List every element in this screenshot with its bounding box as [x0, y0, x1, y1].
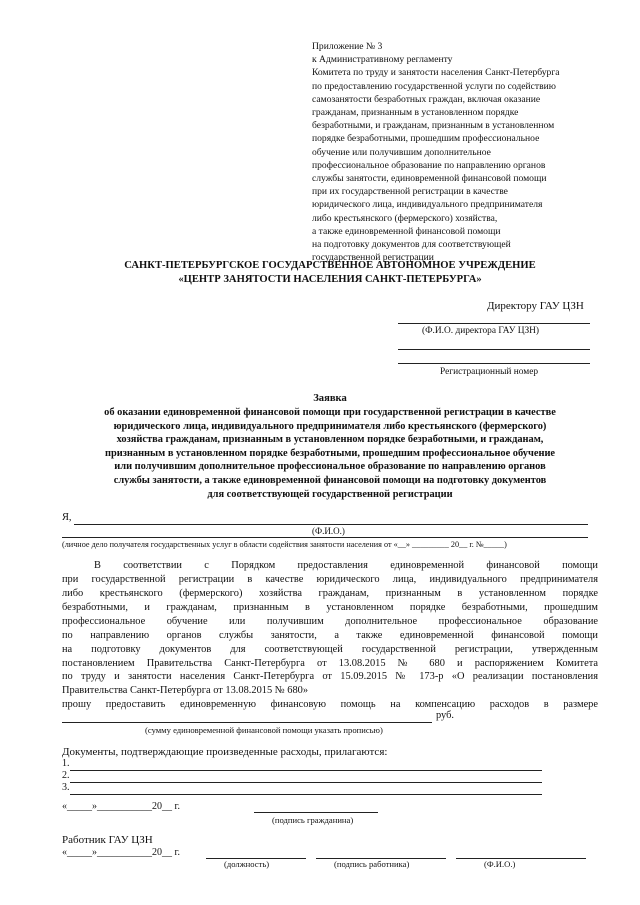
appendix-line: самозанятости безработных граждан, включая оказание: [312, 93, 541, 105]
subtitle-line: службы занятости, а также единовременной финансовой помощи на подготовку документов: [113, 474, 547, 486]
appendix-line: гражданам, признанным в установленном порядке: [312, 107, 519, 119]
director-caption: (Ф.И.О. директора ГАУ ЦЗН): [422, 326, 540, 336]
appendix-line: Приложение № 3: [312, 41, 383, 52]
subtitle-line: или получившим дополнительное профессиональное образование по направлению органов: [114, 461, 546, 473]
appendix-line: Комитета по труду и занятости населения Санкт-Петербурга: [312, 67, 560, 79]
documents-heading: Документы, подтверждающие произведенные расходы, прилагаются:: [62, 746, 388, 758]
appendix-line: либо крестьянского (фермерского) хозяйства,: [312, 212, 498, 224]
appendix-line: государственной регистрации: [312, 252, 434, 264]
applicant-fio-line[interactable]: [74, 524, 588, 525]
appendix-line: юридического лица, индивидуального предпринимателя: [312, 199, 543, 211]
subtitle-line: хозяйства гражданам, признанным в установленном порядке безработными, и гражданам,: [116, 434, 544, 446]
worker-position-caption: (должность): [224, 859, 270, 869]
citizen-sign-date: «_____»___________20__ г.: [62, 801, 180, 812]
subtitle-line: юридического лица, индивидуального предпринимателя либо крестьянского (фермерского): [113, 420, 547, 432]
applicant-prefix: Я,: [62, 512, 72, 523]
body-line: профессиональное обучение или получившим дополнительное профессиональное образование: [62, 616, 598, 627]
director-name-line[interactable]: [398, 323, 590, 324]
appendix-line: безработными, и гражданам, признанным в установленном: [312, 120, 555, 132]
appendix-line: порядке безработными, прошедшим профессиональное: [312, 133, 540, 145]
organization-heading: [60, 259, 600, 286]
subtitle-line: признанным в установленном порядке безработными, прошедшим профессиональное обучение: [104, 447, 556, 459]
document-item-line-3[interactable]: [70, 794, 542, 795]
body-line: В соответствии с Порядком предоставления единовременной финансовой помощи: [94, 560, 598, 571]
appendix-line: на подготовку документов для соответствующей: [312, 239, 511, 251]
application-title: Заявка: [313, 393, 347, 404]
sum-caption: (сумму единовременной финансовой помощи указать прописью): [145, 725, 383, 735]
document-item-line-1[interactable]: [70, 770, 542, 771]
appendix-line: при их государственной регистрации в качестве: [312, 186, 508, 198]
citizen-signature-caption: (подпись гражданина): [272, 815, 354, 825]
appendix-line: к Административному регламенту: [312, 54, 453, 66]
worker-sign-date: «_____»___________20__ г.: [62, 847, 180, 858]
body-line: при государственной регистрации в качестве юридического лица, индивидуального предпринимателя: [62, 574, 598, 585]
body-line: по направлению органов службы занятости, а также единовременной финансовой помощи: [62, 630, 598, 641]
appendix-line: профессиональное образование по направлению органов: [312, 159, 546, 171]
organization-line-2: «ЦЕНТР ЗАНЯТОСТИ НАСЕЛЕНИЯ САНКТ-ПЕТЕРБУРГА»: [178, 273, 482, 285]
applicant-extra-line[interactable]: [62, 537, 588, 538]
body-line: по труду и занятости населения Санкт-Петербурга от 15.09.2015 № 173-р «О реализации постановления: [62, 671, 598, 682]
application-subtitle: [62, 406, 598, 501]
addressee-to: Директору ГАУ ЦЗН: [487, 300, 584, 312]
registration-caption: Регистрационный номер: [440, 367, 539, 377]
worker-fio-line[interactable]: [456, 858, 586, 859]
subtitle-line: об оказании единовременной финансовой помощи при государственной регистрации в качестве: [104, 407, 556, 418]
worker-heading: Работник ГАУ ЦЗН: [62, 834, 153, 846]
body-line: безработными, и гражданам, признанным в установленном порядке безработными, прошедшим: [62, 602, 598, 613]
organization-line-1: САНКТ-ПЕТЕРБУРГСКОЕ ГОСУДАРСТВЕННОЕ АВТОНОМНОЕ УЧРЕЖДЕНИЕ: [124, 260, 536, 271]
appendix-line: а также единовременной финансовой помощи: [312, 225, 501, 237]
appendix-line: обучение или получившим дополнительное: [312, 146, 491, 158]
rub-label: руб.: [436, 710, 455, 721]
applicant-fio-caption: (Ф.И.О.): [312, 526, 345, 536]
document-item-line-2[interactable]: [70, 782, 542, 783]
director-extra-line[interactable]: [398, 349, 590, 350]
registration-number-line[interactable]: [398, 363, 590, 364]
body-line: постановлением Правительства Санкт-Петербурга от 13.08.2015 № 680 и распоряжением Комитета: [62, 658, 598, 669]
appendix-line: по предоставлению государственной услуги по содействию: [312, 80, 556, 92]
worker-signature-caption: (подпись работника): [334, 859, 410, 869]
appendix-line: службы занятости, единовременной финансовой помощи: [312, 173, 547, 185]
body-line: на подготовку документов для соответствующей государственной регистрации, утвержденным: [62, 644, 598, 655]
body-line: либо крестьянского (фермерского) хозяйства гражданам, признанным в установленном порядке: [62, 588, 598, 599]
body-line: Правительства Санкт-Петербурга от 13.08.2015 № 680»: [62, 685, 309, 696]
case-caption: (личное дело получателя государственных услуг в области содействия занятости населения от «__» _________ 20__ г. №_____): [62, 540, 507, 549]
amount-line[interactable]: [62, 722, 432, 723]
appendix-block: [312, 40, 612, 264]
subtitle-line: для соответствующей государственной регистрации: [207, 488, 453, 500]
document-item-number: 3.: [62, 782, 70, 793]
body-line: прошу предоставить единовременную финансовую помощь на компенсацию расходов в размере: [62, 699, 598, 710]
document-item-number: 2.: [62, 770, 70, 781]
worker-fio-caption: (Ф.И.О.): [484, 859, 516, 869]
document-item-number: 1.: [62, 758, 70, 769]
citizen-signature-line[interactable]: [254, 812, 378, 813]
